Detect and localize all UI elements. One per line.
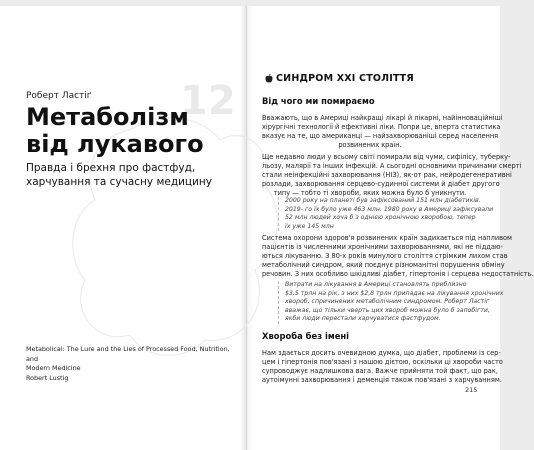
text-line: цем і гіпертонія пов'язані з нашою дієтою, оскільки ці хвороби часто xyxy=(262,358,503,366)
text-line: розлади, захворювання серцево-судинної системи й діабет другого xyxy=(262,180,500,188)
text-line: хірургічні технології й ефективні ліки. Попри це, вперта статистика xyxy=(262,123,501,131)
text-line: ються лікуванню. З 80-х років минулого століття стрімким лихом став xyxy=(262,252,508,260)
book-title xyxy=(26,104,204,158)
text-line: речовин. З них особливо шкідливі діабет, гіпертонія і серцева недостатність. xyxy=(262,270,534,278)
chapter-number: 12 xyxy=(180,78,236,124)
quote-line: вважає, що тільки чверть цих хвороб можна було б запобігти, xyxy=(285,306,490,314)
original-author: Robert Lustig xyxy=(26,373,69,382)
text-line: розвинених країн. xyxy=(338,141,402,149)
title-line: від лукавого xyxy=(26,130,204,158)
text-line: Нам здається досить очевидною думка, що діабет, проблеми із сер- xyxy=(262,349,501,357)
quote-line: $3,5 трлн на рік, з них $2,8 трлн припадає на лікування хронічних xyxy=(285,289,504,297)
text-line: супроводжує надлишкова вага. Важче прийняти той факт, що рак, xyxy=(262,367,498,375)
paragraph-1 xyxy=(262,114,503,150)
quote-line: Витрати на лікування в Америці становлять приблизно xyxy=(285,281,467,288)
page-number: 215 xyxy=(465,386,478,394)
original-title xyxy=(26,345,241,383)
subtitle-line: харчування та сучасну медицину xyxy=(26,176,212,188)
text-line: льозу, малярії та інших інфекцій. А сьогодні основними причинами смерті xyxy=(262,162,522,170)
text-line: Система охорони здоров'я розвинених країн задихається під напливом xyxy=(262,234,513,242)
text-line: пацієнтів із численними хронічними захворюваннями, які не піддаю- xyxy=(262,243,503,251)
title-line: Метаболізм xyxy=(26,103,189,131)
text-line: Вважають, що в Америці найкращі лікарі й лікарні, найінноваційніші xyxy=(262,114,503,122)
subtitle-line: Правда і брехня про фастфуд, xyxy=(26,162,196,174)
callout-quote-2 xyxy=(278,281,504,324)
text-line: метаболічний синдром, який поєднує різноманітні порушення обміну xyxy=(262,261,505,269)
quote-line: 2000 року на планеті був зафіксований 151 млн діабетиків. xyxy=(285,197,481,204)
paragraph-4 xyxy=(262,349,503,385)
section-title: Від чого ми помираємо xyxy=(262,96,375,106)
text-line: вказує на те, що американці — найзахворюваніші серед населення xyxy=(262,132,499,140)
section-title: Хвороба без імені xyxy=(262,331,350,341)
text-line: аутоімунні захворювання і деменція також пов'язані з харчуванням. xyxy=(262,376,502,384)
chapter-header: СИНДРОМ XXI СТОЛІТТЯ xyxy=(276,73,414,84)
quote-line: хвороб, спричинених метаболічним синдромом. Роберт Ластіґ xyxy=(285,298,490,306)
text-line: стали неінфекційні захворювання (НІЗ), як-от рак, нейродегенеративні xyxy=(262,171,512,179)
book-author: Роберт Ластіґ xyxy=(26,91,92,101)
paragraph-2 xyxy=(262,153,522,198)
original-title-line: Metabolical: The Lure and the Lies of Processed Food, Nutrition, and xyxy=(26,345,230,363)
quote-line: їх уже 145 млн xyxy=(285,222,334,230)
text-line: Ще недавно люди у всьому світі помирали від чуми, сифілісу, туберку- xyxy=(262,153,511,161)
original-title-line: Modern Medicine xyxy=(26,364,81,372)
callout-quote-1 xyxy=(278,197,494,231)
text-line: типу — тобто ті хвороби, яких можна було б уникнути. xyxy=(273,189,467,197)
quote-line: 52 млн людей хоча б з однією хронічною хворобою, тепер xyxy=(285,214,476,222)
apple-icon xyxy=(265,74,273,83)
book-subtitle xyxy=(26,161,241,189)
paragraph-3 xyxy=(262,234,534,279)
quote-line: якби люди перестали харчуватися фастфудом. xyxy=(285,315,441,323)
quote-line: 2019- го їх було уже 463 млн. 1980 року в Америці зафіксували xyxy=(285,205,494,213)
